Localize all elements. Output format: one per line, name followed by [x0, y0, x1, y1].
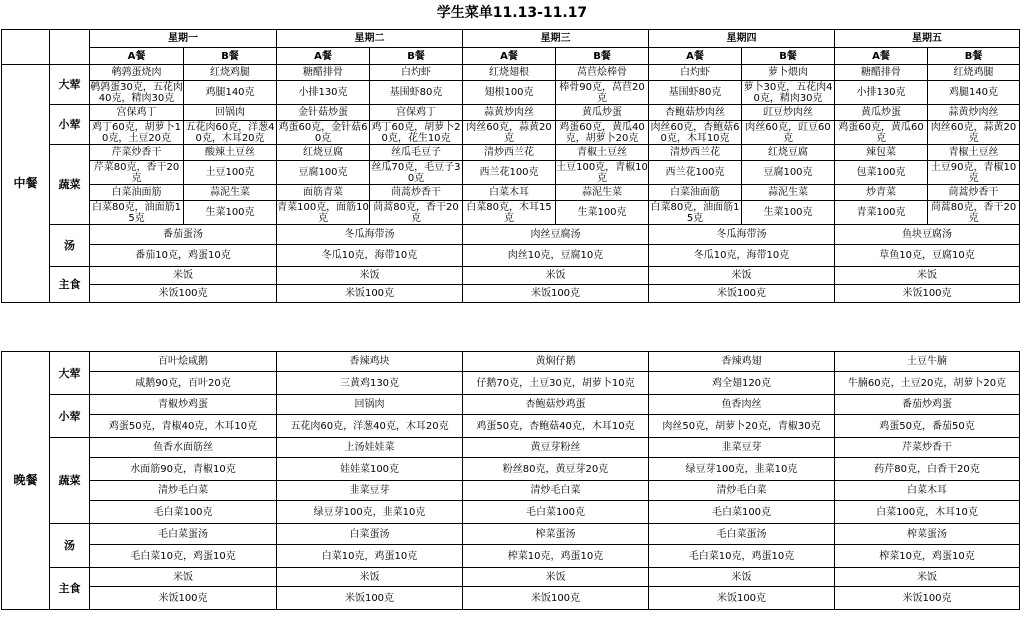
table-row	[2, 372, 1020, 395]
menu-cell: 鸡蛋60克，黄瓜60克	[835, 121, 928, 145]
menu-cell: 毛白菜蛋汤	[649, 524, 835, 545]
menu-cell: 青椒炒鸡蛋	[90, 395, 277, 415]
menu-cell: 豆腐100克	[742, 161, 835, 185]
menu-cell: 豆腐100克	[277, 161, 370, 185]
table-row	[2, 245, 1020, 267]
menu-cell: 白菜木耳	[835, 481, 1020, 501]
menu-cell: 毛白菜10克，鸡蛋10克	[90, 545, 277, 568]
menu-cell: 毛白菜10克，鸡蛋10克	[649, 545, 835, 568]
menu-cell: 米饭100克	[90, 285, 277, 303]
menu-cell: 鱼香水面筋丝	[90, 438, 277, 458]
menu-cell: 青椒土豆丝	[928, 145, 1020, 161]
table-row	[2, 201, 1020, 225]
menu-cell: 香辣鸡块	[277, 352, 463, 372]
menu-cell: 咸鹅90克，百叶20克	[90, 372, 277, 395]
menu-cell: 鸡蛋50克，杏鲍菇40克，木耳10克	[463, 415, 649, 438]
menu-cell: 米饭100克	[277, 285, 463, 303]
lunch-label: 中餐	[2, 65, 50, 303]
menu-cell: 生菜100克	[742, 201, 835, 225]
menu-cell: 芹菜炒香干	[90, 145, 184, 161]
menu-cell: 豇豆炒肉丝	[742, 105, 835, 121]
category-zhushi: 主食	[50, 568, 90, 610]
menu-cell: 宫保鸡丁	[90, 105, 184, 121]
table-row	[2, 481, 1020, 501]
menu-cell: 香辣鸡翅	[649, 352, 835, 372]
category-dacai: 大荤	[50, 65, 90, 105]
menu-cell: 翅根100克	[463, 81, 556, 105]
menu-cell: 肉丝10克，豆腐10克	[463, 245, 649, 267]
menu-cell: 茼蒿炒香干	[370, 185, 463, 201]
meal-b-header: B餐	[928, 48, 1020, 65]
menu-cell: 蒜黄炒肉丝	[463, 105, 556, 121]
meal-b-header: B餐	[556, 48, 649, 65]
menu-cell: 番茄炒鸡蛋	[835, 395, 1020, 415]
menu-cell: 肉丝豆腐汤	[463, 225, 649, 245]
dinner-table	[1, 351, 1020, 610]
menu-cell: 米饭	[835, 568, 1020, 587]
menu-cell: 米饭	[90, 267, 277, 285]
menu-cell: 鸡蛋60克，黄瓜40克，胡萝卜20克	[556, 121, 649, 145]
menu-cell: 五花肉60克，洋葱40克，木耳20克	[185, 121, 275, 144]
menu-cell: 清炒毛白菜	[463, 481, 649, 501]
menu-cell: 酸辣土豆丝	[184, 145, 277, 161]
table-row	[2, 438, 1020, 458]
menu-cell: 米饭100克	[835, 587, 1020, 610]
menu-cell: 清炒西兰花	[649, 145, 742, 161]
meal-b-header: B餐	[184, 48, 277, 65]
menu-cell: 莴苣烩棒骨	[556, 65, 649, 81]
page-title: 学生菜单11.13-11.17	[436, 5, 588, 21]
menu-cell: 药芹80克，白香干20克	[835, 458, 1020, 481]
table-row	[2, 161, 1020, 185]
table-row	[2, 415, 1020, 438]
menu-cell: 白菜100克，木耳10克	[835, 501, 1020, 524]
menu-cell: 白灼虾	[370, 65, 463, 81]
day-header: 星期二	[277, 30, 463, 48]
menu-cell: 生菜100克	[184, 201, 277, 225]
menu-cell: 白菜80克，油面筋15克	[650, 201, 740, 224]
meal-b-header: B餐	[370, 48, 463, 65]
menu-cell: 小排130克	[277, 81, 370, 105]
category-dacai: 大荤	[50, 352, 90, 395]
menu-cell: 榨菜蛋汤	[463, 524, 649, 545]
menu-cell: 芹菜80克，香干20克	[90, 161, 184, 185]
table-row	[2, 524, 1020, 545]
menu-cell: 毛白菜100克	[463, 501, 649, 524]
day-header: 星期三	[463, 30, 649, 48]
menu-cell: 丝瓜毛豆子	[370, 145, 463, 161]
table-row	[2, 65, 1020, 81]
menu-cell: 米饭	[277, 568, 463, 587]
table-row	[2, 458, 1020, 481]
table-row	[2, 121, 1020, 145]
menu-cell: 回锅肉	[277, 395, 463, 415]
menu-cell: 糖醋排骨	[277, 65, 370, 81]
menu-cell: 米饭	[835, 267, 1020, 285]
day-header: 星期四	[649, 30, 835, 48]
category-tang: 汤	[50, 225, 90, 267]
menu-cell: 韭菜豆芽	[277, 481, 463, 501]
menu-cell: 白菜蛋汤	[277, 524, 463, 545]
table-row	[2, 48, 1020, 65]
table-row	[2, 81, 1020, 105]
day-header: 星期五	[835, 30, 1020, 48]
menu-cell: 肉丝60克，蒜黄20克	[928, 121, 1020, 145]
menu-cell: 白菜80克，油面筋15克	[90, 201, 184, 225]
menu-cell: 米饭100克	[90, 587, 277, 610]
meal-b-header: B餐	[742, 48, 835, 65]
category-xiaohun: 小荤	[50, 105, 90, 145]
table-row	[2, 267, 1020, 285]
corner-cell	[50, 30, 90, 65]
menu-cell: 鸡丁60克，胡萝卜20克，花生10克	[371, 121, 461, 144]
menu-cell: 茼蒿80克，香干20克	[928, 201, 1020, 225]
menu-cell: 冬瓜海带汤	[649, 225, 835, 245]
menu-cell: 青菜100克	[835, 201, 928, 225]
meal-a-header: A餐	[90, 48, 184, 65]
table-row	[2, 185, 1020, 201]
menu-cell: 肉丝60克，豇豆60克	[742, 121, 835, 145]
meal-a-header: A餐	[463, 48, 556, 65]
menu-cell: 鹌鹑蛋烧肉	[90, 65, 184, 81]
menu-cell: 清炒毛白菜	[649, 481, 835, 501]
menu-cell: 萝卜煨肉	[742, 65, 835, 81]
meal-a-header: A餐	[835, 48, 928, 65]
menu-cell: 生菜100克	[556, 201, 649, 225]
menu-cell: 米饭100克	[649, 587, 835, 610]
table-row	[2, 105, 1020, 121]
menu-cell: 红烧鸡腿	[928, 65, 1020, 81]
menu-cell: 基围虾80克	[370, 81, 463, 105]
lunch-table	[1, 29, 1020, 303]
menu-cell: 红烧鸡腿	[184, 65, 277, 81]
category-zhushi: 主食	[50, 267, 90, 303]
menu-cell: 鸡蛋60克，金针菇60克	[278, 121, 368, 144]
table-row	[2, 285, 1020, 303]
menu-cell: 榨菜10克，鸡蛋10克	[835, 545, 1020, 568]
menu-cell: 鸡丁60克，胡萝卜10克，土豆20克	[90, 121, 184, 145]
menu-cell: 米饭	[90, 568, 277, 587]
table-row	[2, 501, 1020, 524]
table-row	[2, 352, 1020, 372]
menu-cell: 黄焖仔鹅	[463, 352, 649, 372]
menu-cell: 水面筋90克，青椒10克	[90, 458, 277, 481]
menu-cell: 毛白菜蛋汤	[90, 524, 277, 545]
menu-cell: 红烧翅根	[463, 65, 556, 81]
menu-cell: 榨菜10克，鸡蛋10克	[463, 545, 649, 568]
menu-cell: 红烧豆腐	[277, 145, 370, 161]
menu-cell: 鸡腿140克	[928, 81, 1020, 105]
menu-cell: 鸡全翅120克	[649, 372, 835, 395]
menu-cell: 肉丝50克，胡萝卜20克，青椒30克	[649, 415, 835, 438]
menu-cell: 白菜10克，鸡蛋10克	[277, 545, 463, 568]
menu-cell: 杏鲍菇炒肉丝	[649, 105, 742, 121]
menu-cell: 鸡蛋50克，番茄50克	[835, 415, 1020, 438]
menu-cell: 绿豆芽100克，韭菜10克	[649, 458, 835, 481]
menu-cell: 土豆100克	[184, 161, 277, 185]
menu-cell: 韭菜豆芽	[649, 438, 835, 458]
meal-a-header: A餐	[649, 48, 742, 65]
menu-cell: 茼蒿80克，香干20克	[370, 201, 463, 225]
menu-cell: 冬瓜10克，海带10克	[649, 245, 835, 267]
menu-cell: 白灼虾	[649, 65, 742, 81]
category-shucai: 蔬菜	[50, 145, 90, 225]
menu-cell: 茼蒿炒香干	[928, 185, 1020, 201]
menu-cell: 米饭	[649, 267, 835, 285]
menu-cell: 白菜80克，木耳15克	[463, 201, 556, 225]
menu-cell: 青菜100克，面筋10克	[277, 201, 369, 224]
menu-cell: 白菜油面筋	[649, 185, 742, 201]
menu-cell: 黄豆芽粉丝	[463, 438, 649, 458]
table-row	[2, 545, 1020, 568]
menu-cell: 五花肉60克，洋葱40克，木耳20克	[277, 415, 463, 438]
menu-cell: 番茄蛋汤	[90, 225, 277, 245]
category-shucai: 蔬菜	[50, 438, 90, 524]
menu-cell: 包菜100克	[835, 161, 928, 185]
menu-cell: 白菜油面筋	[90, 185, 184, 201]
table-row	[2, 587, 1020, 610]
category-xiaohun: 小荤	[50, 395, 90, 438]
menu-cell: 西兰花100克	[463, 161, 556, 185]
menu-cell: 金针菇炒蛋	[277, 105, 370, 121]
menu-cell: 米饭100克	[463, 587, 649, 610]
menu-cell: 冬瓜10克，海带10克	[277, 245, 463, 267]
meal-a-header: A餐	[277, 48, 370, 65]
menu-cell: 黄瓜炒蛋	[556, 105, 649, 121]
menu-cell: 毛白菜100克	[90, 501, 277, 524]
menu-cell: 蒜黄炒肉丝	[928, 105, 1020, 121]
menu-cell: 土豆90克，青椒10克	[928, 161, 1020, 185]
corner-cell	[2, 30, 50, 65]
menu-cell: 肉丝60克，蒜黄20克	[463, 121, 556, 145]
menu-cell: 毛白菜100克	[649, 501, 835, 524]
menu-cell: 炒青菜	[835, 185, 928, 201]
category-tang: 汤	[50, 524, 90, 568]
menu-cell: 萝卜30克，五花肉40克，精肉30克	[743, 81, 833, 104]
menu-cell: 番茄10克，鸡蛋10克	[90, 245, 277, 267]
menu-cell: 上汤娃娃菜	[277, 438, 463, 458]
menu-cell: 白菜木耳	[463, 185, 556, 201]
menu-cell: 冬瓜海带汤	[277, 225, 463, 245]
table-row	[2, 395, 1020, 415]
menu-cell: 米饭100克	[463, 285, 649, 303]
day-header: 星期一	[90, 30, 277, 48]
menu-cell: 米饭100克	[649, 285, 835, 303]
menu-cell: 清炒毛白菜	[90, 481, 277, 501]
menu-cell: 绿豆芽100克，韭菜10克	[277, 501, 463, 524]
menu-cell: 辣包菜	[835, 145, 928, 161]
menu-cell: 草鱼10克，豆腐10克	[835, 245, 1020, 267]
menu-cell: 米饭	[277, 267, 463, 285]
menu-cell: 粉丝80克，黄豆芽20克	[463, 458, 649, 481]
menu-cell: 仔鹅70克，土豆30克，胡萝卜10克	[463, 372, 649, 395]
menu-cell: 红烧豆腐	[742, 145, 835, 161]
menu-cell: 蒜泥生菜	[742, 185, 835, 201]
menu-cell: 土豆100克，青椒10克	[556, 161, 648, 184]
menu-cell: 棒骨90克，莴苣20克	[556, 81, 649, 105]
menu-cell: 杏鲍菇炒鸡蛋	[463, 395, 649, 415]
menu-cell: 西兰花100克	[649, 161, 742, 185]
menu-cell: 三黄鸡130克	[277, 372, 463, 395]
menu-cell: 百叶烩咸鹅	[90, 352, 277, 372]
menu-cell: 肉丝60克，杏鲍菇60克，木耳10克	[650, 121, 740, 144]
menu-cell: 米饭	[463, 568, 649, 587]
menu-cell: 米饭100克	[277, 587, 463, 610]
menu-cell: 小排130克	[835, 81, 928, 105]
menu-cell: 丝瓜70克，毛豆子30克	[371, 161, 461, 184]
menu-cell: 蒜泥生菜	[556, 185, 649, 201]
table-row	[2, 30, 1020, 48]
menu-cell: 娃娃菜100克	[277, 458, 463, 481]
menu-cell: 糖醋排骨	[835, 65, 928, 81]
menu-cell: 芹菜炒香干	[835, 438, 1020, 458]
table-row	[2, 225, 1020, 245]
dinner-label: 晚餐	[2, 352, 50, 610]
menu-cell: 鹌鹑蛋30克，五花肉40克，精肉30克	[90, 81, 183, 104]
menu-cell: 土豆牛腩	[835, 352, 1020, 372]
menu-cell: 基围虾80克	[649, 81, 742, 105]
menu-cell: 清炒西兰花	[463, 145, 556, 161]
menu-cell: 米饭100克	[835, 285, 1020, 303]
menu-cell: 回锅肉	[184, 105, 277, 121]
menu-cell: 宫保鸡丁	[370, 105, 463, 121]
menu-cell: 鱼块豆腐汤	[835, 225, 1020, 245]
menu-cell: 榨菜蛋汤	[835, 524, 1020, 545]
menu-cell: 面筋青菜	[277, 185, 370, 201]
menu-cell: 鸡腿140克	[184, 81, 277, 105]
menu-cell: 米饭	[649, 568, 835, 587]
menu-cell: 黄瓜炒蛋	[835, 105, 928, 121]
menu-cell: 鱼香肉丝	[649, 395, 835, 415]
table-row	[2, 568, 1020, 587]
menu-cell: 青椒土豆丝	[556, 145, 649, 161]
menu-cell: 米饭	[463, 267, 649, 285]
menu-cell: 牛腩60克，土豆20克，胡萝卜20克	[835, 372, 1020, 395]
menu-cell: 鸡蛋50克，青椒40克，木耳10克	[90, 415, 277, 438]
menu-cell: 蒜泥生菜	[184, 185, 277, 201]
table-row	[2, 145, 1020, 161]
